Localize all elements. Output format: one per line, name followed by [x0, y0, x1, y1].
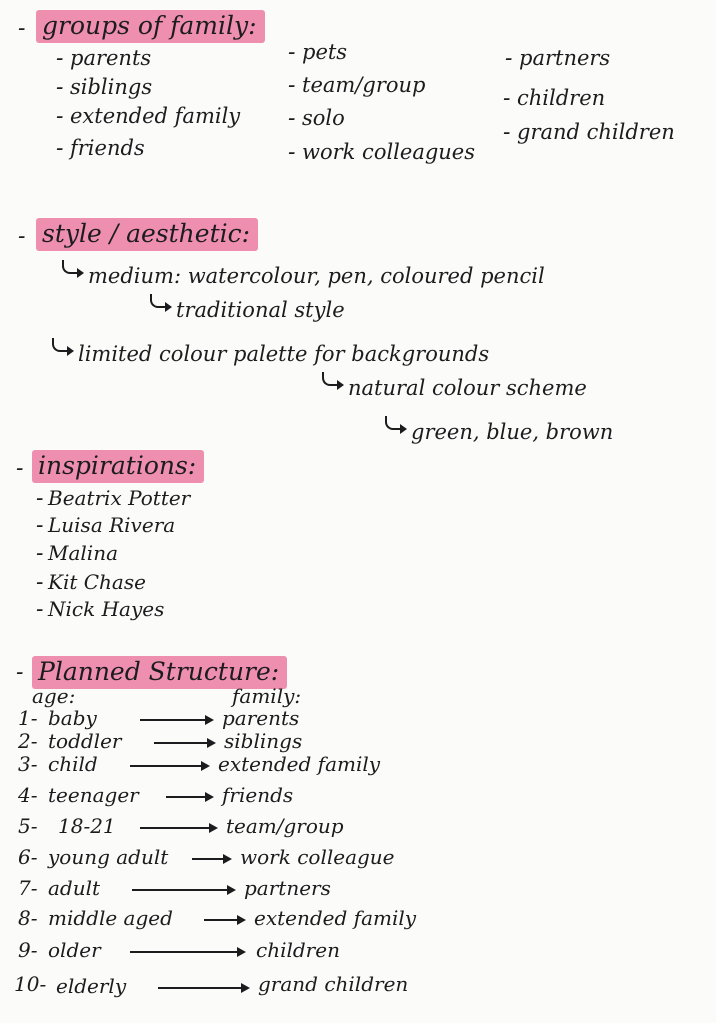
arrow-right-icon — [140, 827, 216, 829]
groups-heading: groups of family: — [36, 10, 265, 43]
list-item: grand children — [517, 120, 675, 144]
style-colours: green, blue, brown — [411, 420, 614, 444]
section-bullet: - — [16, 660, 24, 685]
list-item: parents — [70, 46, 152, 70]
list-item: Kit Chase — [48, 570, 146, 594]
row-number: 2- — [18, 729, 38, 753]
style-scheme: natural colour scheme — [348, 376, 587, 400]
row-age: adult — [48, 876, 101, 900]
list-item: solo — [302, 106, 345, 130]
row-age: elderly — [56, 974, 127, 998]
row-age: baby — [48, 706, 97, 730]
list-bullet: - — [36, 486, 44, 511]
row-age: young adult — [48, 845, 169, 869]
inspirations-heading: inspirations: — [32, 450, 204, 483]
row-number: 4- — [18, 783, 38, 807]
section-bullet: - — [18, 16, 26, 41]
row-age: middle aged — [48, 906, 173, 930]
row-age: teenager — [48, 783, 139, 807]
list-item: team/group — [302, 73, 426, 97]
list-item: Malina — [48, 541, 118, 565]
row-family: grand children — [258, 972, 409, 996]
row-age: toddler — [48, 729, 122, 753]
list-bullet: - — [56, 46, 64, 71]
style-traditional: traditional style — [176, 298, 345, 322]
row-family: team/group — [226, 814, 344, 838]
arrow-right-icon — [132, 889, 234, 891]
hook-arrow-icon — [150, 294, 166, 308]
style-medium: medium: watercolour, pen, coloured pencil — [88, 264, 545, 288]
list-bullet: - — [288, 73, 296, 98]
section-bullet: - — [16, 456, 24, 481]
hook-arrow-icon — [62, 260, 78, 274]
list-bullet: - — [288, 140, 296, 165]
arrow-right-icon — [166, 796, 212, 798]
row-number: 6- — [18, 845, 38, 869]
family-column-label: family: — [232, 684, 302, 708]
list-bullet: - — [56, 75, 64, 100]
row-family: extended family — [218, 752, 381, 776]
list-item: pets — [302, 40, 348, 64]
row-age: 18-21 — [58, 814, 116, 838]
list-item: Beatrix Potter — [48, 486, 191, 510]
arrow-right-icon — [130, 765, 208, 767]
row-number: 9- — [18, 938, 38, 962]
list-bullet: - — [503, 86, 511, 111]
list-bullet: - — [36, 541, 44, 566]
style-heading: style / aesthetic: — [36, 218, 258, 251]
list-item: extended family — [70, 104, 241, 128]
list-bullet: - — [503, 120, 511, 145]
row-number: 8- — [18, 906, 38, 930]
row-number: 7- — [18, 876, 38, 900]
list-item: friends — [70, 136, 145, 160]
list-bullet: - — [288, 106, 296, 131]
row-family: work colleague — [240, 845, 395, 869]
list-bullet: - — [56, 136, 64, 161]
arrow-right-icon — [204, 919, 244, 921]
list-bullet: - — [288, 40, 296, 65]
arrow-right-icon — [158, 987, 248, 989]
row-number: 5- — [18, 814, 38, 838]
row-family: friends — [222, 783, 294, 807]
arrow-right-icon — [192, 858, 230, 860]
list-item: children — [517, 86, 606, 110]
list-item: work colleagues — [302, 140, 476, 164]
row-age: child — [48, 752, 98, 776]
row-age: older — [48, 938, 101, 962]
age-column-label: age: — [32, 684, 76, 708]
list-bullet: - — [36, 570, 44, 595]
row-number: 10- — [14, 972, 47, 996]
hook-arrow-icon — [52, 338, 68, 352]
list-item: siblings — [70, 75, 153, 99]
list-bullet: - — [36, 597, 44, 622]
list-bullet: - — [56, 104, 64, 129]
arrow-right-icon — [130, 951, 244, 953]
hook-arrow-icon — [322, 372, 338, 386]
list-bullet: - — [505, 46, 513, 71]
arrow-right-icon — [154, 742, 214, 744]
list-item: Luisa Rivera — [48, 513, 176, 537]
row-family: siblings — [224, 729, 303, 753]
row-family: extended family — [254, 906, 417, 930]
style-palette: limited colour palette for backgrounds — [78, 342, 490, 366]
hook-arrow-icon — [385, 416, 401, 430]
structure-heading: Planned Structure: — [32, 656, 287, 689]
section-bullet: - — [18, 224, 26, 249]
row-number: 1- — [18, 706, 38, 730]
list-item: partners — [519, 46, 611, 70]
list-item: Nick Hayes — [48, 597, 165, 621]
row-family: partners — [244, 876, 331, 900]
row-family: parents — [222, 706, 300, 730]
row-number: 3- — [18, 752, 38, 776]
arrow-right-icon — [140, 719, 212, 721]
row-family: children — [256, 938, 340, 962]
list-bullet: - — [36, 513, 44, 538]
